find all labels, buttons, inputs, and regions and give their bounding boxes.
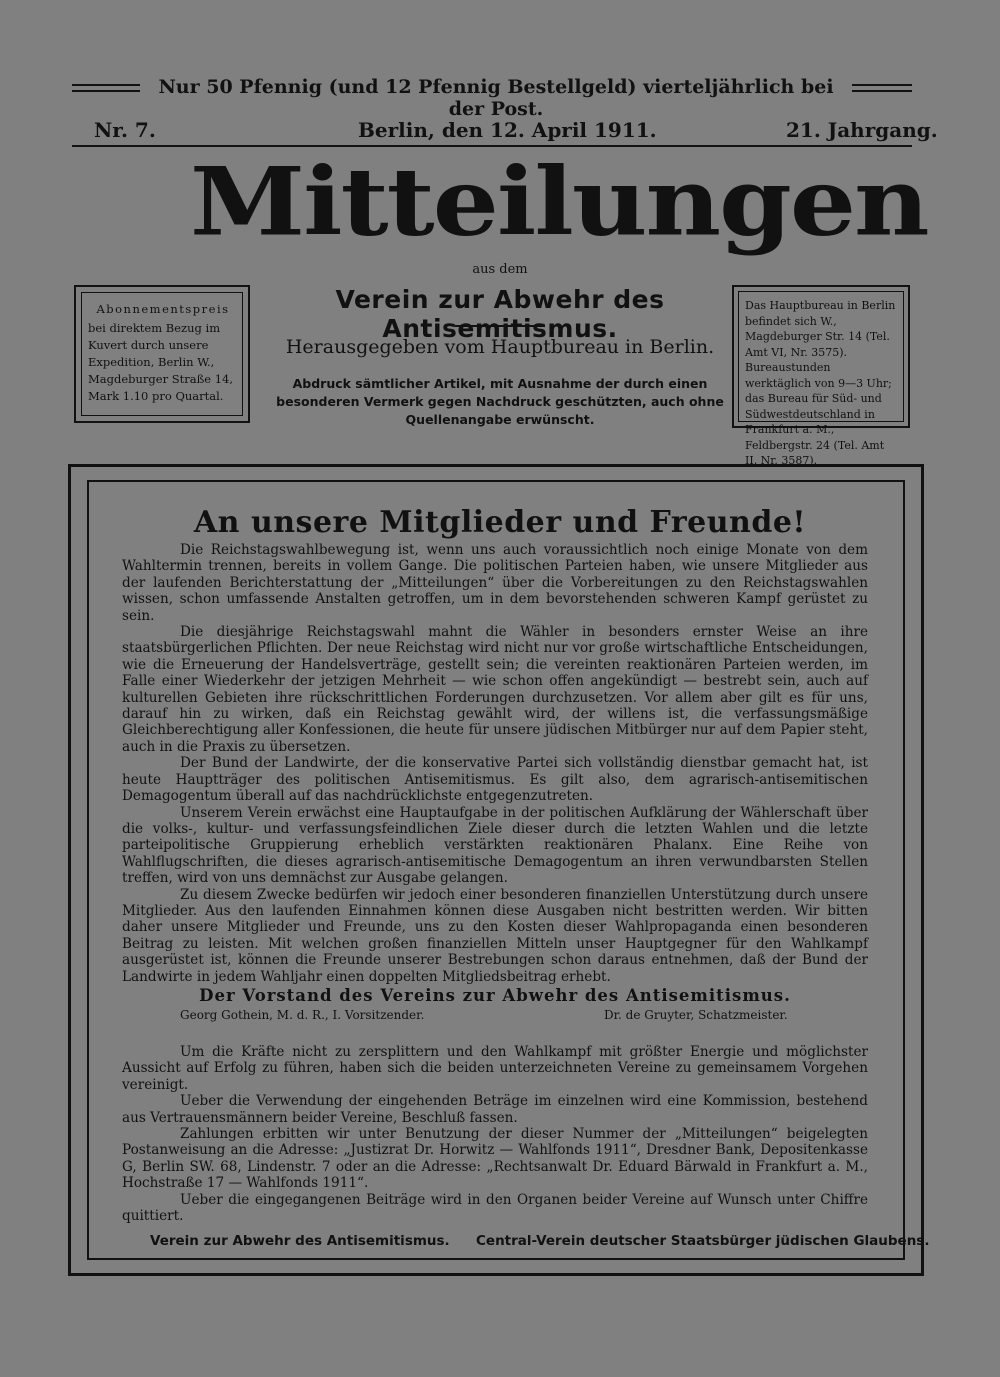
board-signature: Der Vorstand des Vereins zur Abwehr des Antisemitismus. (199, 986, 791, 1005)
appeal-paragraph: Die diesjährige Reichstagswahl mahnt die Wähler in besonders ernster Weise an ihre staatsbürgerlichen Pflichten. Der neue Reichstag wird nicht nur vor große wirtschaftliche Entscheidungen, wie die Erneuerung der Handelsverträge, gestellt sein; die vereinten reaktionären Parteien werden, im Falle einer Wiederkehr der jetzigen Mehrheit — wie schon offen angekündigt — bestrebt sein, auch auf kulturellen Gebieten ihre rückschrittlichen Forderungen durchzusetzen. Vor allem aber gilt es für uns, darauf hin zu wirken, daß ein Reichstag gewählt wird, der willens ist, die verfassungsmäßige Gleichberechtigung aller Konfessionen, die heute für unsere jüdischen Mitbürger nur auf dem Papier steht, auch in die Praxis zu übersetzen. (122, 624, 868, 755)
appeal-paragraph: Der Bund der Landwirte, der die konservative Partei sich vollständig dienstbar gemacht hat, ist heute Hauptträger des politischen Antisemitismus. Es gilt also, dem agrarisch-antisemitischen Demagogentum überall auf das nachdrücklichste entgegenzutreten. (122, 755, 868, 805)
office-text: Das Hauptbureau in Berlin befindet sich W., Magdeburger Str. 14 (Tel. Amt VI, Nr. 3575). Bureaustunden werktäglich von 9—3 Uhr; das Bureau für Süd- und Südwestdeutschland in Frankfurt a. M., Feldbergstr. 24 (Tel. Amt II, Nr. 3587). (745, 299, 896, 467)
masthead-title: Mitteilungen (190, 146, 928, 257)
issue-number: Nr. 7. (94, 118, 156, 142)
place-date: Berlin, den 12. April 1911. (358, 118, 657, 142)
volume: 21. Jahrgang. (786, 118, 938, 142)
appeal-paragraph: Die Reichstagswahlbewegung ist, wenn uns auch voraussichtlich noch einige Monate von dem Wahltermin trennen, bereits in vollem Gange. Die politischen Parteien haben, wie unsere Mitglieder aus der laufenden Berichterstattung der „Mitteilungen“ über die Vorbereitungen zu den Reichstagswahlen wissen, schon umfassende Anstalten getroffen, um in dem bevorstehenden schweren Kampf gerüstet zu sein. (122, 542, 868, 624)
office-box-inner (738, 291, 904, 467)
subscription-text: bei direktem Bezug im Kuvert durch unsere Expedition, Berlin W., Magdeburger Straße 14, Mark 1.10 pro Quartal. (88, 321, 234, 403)
subscription-box (74, 285, 250, 423)
joint-paragraph: Um die Kräfte nicht zu zersplittern und den Wahlkampf mit größter Energie und möglichster Aussicht auf Erfolg zu führen, haben sich die beiden unterzeichneten Vereine zu gemeinsamem Vorgehen vereinigt. (122, 1044, 868, 1093)
publisher-rule (455, 325, 545, 327)
publisher-name: Verein zur Abwehr des Antisemitismus. (335, 285, 665, 343)
appeal-paragraph: Zu diesem Zwecke bedürfen wir jedoch einer besonderen finanziellen Unterstützung durch unsere Mitglieder. Aus den laufenden Einnahmen können diese Ausgaben nicht bestritten werden. Wir bitten daher unsere Mitglieder und Freunde, uns zu den Kosten dieser Wahlpropaganda einen besonderen Beitrag zu leisten. Mit welchen großen finanziellen Mitteln unser Hauptgegner für den Wahlkampf ausgerüstet ist, können die Freunde unserer Bestrebungen schon daraus entnehmen, daß der Bund der Landwirte in jedem Wahljahr einen doppelten Mitgliedsbeitrag erhebt. (122, 886, 868, 985)
joint-paragraph: Ueber die Verwendung der eingehenden Beträge im einzelnen wird eine Kommission, bestehend aus Vertrauensmännern beider Vereine, Beschluß fassen. (122, 1093, 868, 1126)
signature-chairman: Georg Gothein, M. d. R., I. Vorsitzender. (180, 1008, 425, 1022)
editor-line: Herausgegeben vom Hauptbureau in Berlin. (285, 336, 715, 358)
subscription-box-inner (81, 292, 243, 416)
joint-paragraph: Ueber die eingegangenen Beiträge wird in den Organen beider Vereine auf Wunsch unter Chiffre quittiert. (122, 1191, 868, 1225)
appeal-headline: An unsere Mitglieder und Freunde! (193, 505, 807, 540)
appeal-paragraph: Unserem Verein erwächst eine Hauptaufgabe in der politischen Aufklärung der Wählerschaft über die volks-, kultur- und verfassungsfeindlichen Ziele dieser durch die letzten Wahlen und die letzte parteipolitische Gruppierung erheblich verstärkten reaktionären Phalanx. Eine Reihe von Wahlflugschriften, die dieses agrarisch-antisemitische Demagogentum an ihren verwundbarsten Stellen treffen, wird von uns demnächst zur Ausgabe gelangen. (122, 804, 868, 887)
office-box (732, 285, 910, 467)
subscription-title: Abonnementspreis (96, 302, 230, 316)
appeal-body (122, 542, 868, 985)
reprint-note: Abdruck sämtlicher Artikel, mit Ausnahme der durch einen besonderen Vermerk gegen Nachdruck geschützten, auch ohne Quellenangabe erwünscht. (276, 376, 724, 427)
signature-treasurer: Dr. de Gruyter, Schatzmeister. (604, 1008, 788, 1022)
org-right-signature: Central-Verein deutscher Staatsbürger jüdischen Glaubens. (476, 1233, 930, 1249)
aus-dem: aus dem (472, 262, 528, 277)
org-left-signature: Verein zur Abwehr des Antisemitismus. (150, 1233, 450, 1249)
appeal-joint-body (122, 1044, 868, 1224)
joint-paragraph: Zahlungen erbitten wir unter Benutzung der dieser Nummer der „Mitteilungen“ beigelegten Postanweisung an die Adresse: „Justizrat Dr. Horwitz — Wahlfonds 1911“, Dresdner Bank, Depositenkasse G, Berlin SW. 68, Lindenstr. 7 oder an die Adresse: „Rechtsanwalt Dr. Eduard Bärwald in Frankfurt a. M., Hochstraße 17 — Wahlfonds 1911“. (122, 1126, 868, 1192)
price-line: Nur 50 Pfennig (und 12 Pfennig Bestellgeld) vierteljährlich bei der Post. (140, 76, 852, 120)
